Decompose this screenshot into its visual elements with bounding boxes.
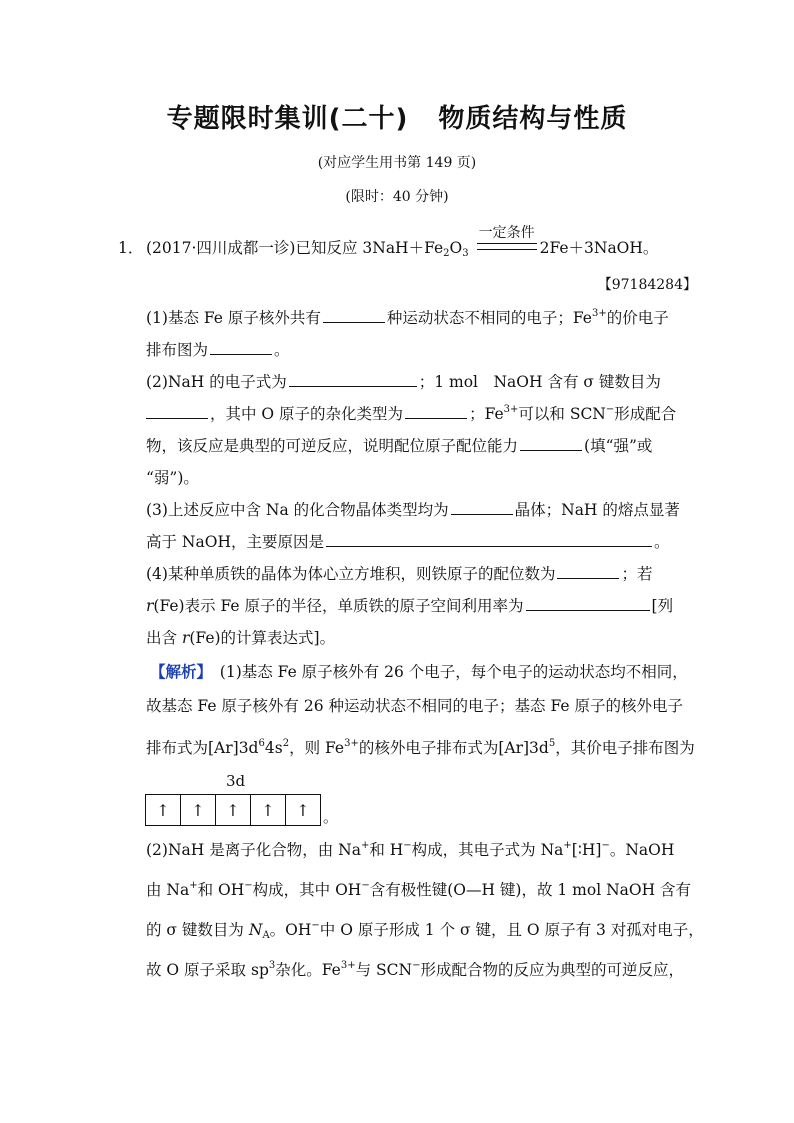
answer-blank[interactable] [405,404,467,419]
part4-line1: (4)某种单质铁的晶体为体心立方堆积，则铁原子的配位数为 ；若 [146,565,653,583]
answer-blank[interactable] [557,564,619,579]
part1-line2: 排布图为 。 [146,341,290,359]
analysis-label: 【解析】 [150,663,205,681]
title-right: 物质结构与性质 [438,104,628,134]
answer-blank[interactable] [326,532,652,547]
part1-line1: (1)基态 Fe 原子核外共有 种运动状态不相同的电子；$Fe^{3+}$的价电子 [146,308,669,327]
answer-blank[interactable] [520,436,582,451]
orbital-box [250,794,286,826]
part2-line4: “弱”)。 [146,469,199,487]
title-left: 专题限时集训(二十) [166,104,409,134]
analysis-line1: 【解析】 (1)基态 Fe 原子核外有 26 个电子，每个电子的运动状态均不相同， [150,663,688,681]
analysis-line6: 的 σ 键数目为 $N_A$。OH−中 O 原子形成 1 个 σ 键，且 O 原子有 3 对孤对电子， [146,920,704,941]
up-arrow-icon: ↑ [296,800,310,820]
analysis-line7: 故 O 原子采取 $sp^3$杂化。$Fe^{3+}$与 SCN−形成配合物的反应为典型的可逆反应， [146,960,684,979]
answer-blank[interactable] [210,340,272,355]
orbital-box [180,794,216,826]
book-page-reference: (对应学生用书第 149 页) [317,155,477,171]
document-id: 【97184284】 [597,277,697,293]
orbital-box [215,794,251,826]
answer-blank[interactable] [526,596,650,611]
part2-line2: ，其中 O 原子的杂化类型为 ；$Fe^{3+}$可以和 SCN−形成配合 [146,402,676,424]
answer-blank[interactable] [451,500,513,515]
part2-line1: (2)NaH 的电子式为 ；1 mol NaOH 含有 σ 键数目为 [146,373,661,391]
question-number: 1． [118,239,144,257]
orbital-label: 3d [226,772,246,790]
answer-blank[interactable] [323,308,385,323]
page-title [0,98,794,135]
answer-blank[interactable] [289,372,417,387]
time-limit: (限时：40 分钟) [345,189,449,205]
orbital-box [285,794,321,826]
answer-blank[interactable] [146,404,208,419]
up-arrow-icon: ↑ [226,800,240,820]
question-stem: (2017·四川成都一诊)已知反应 $3NaH+Fe_2O_3$ 一定条件 2Fe＋3NaOH。 [146,225,659,259]
analysis-line5: 由 Na+和 OH−构成，其中 OH−含有极性键(O—H 键)，故 1 mol NaOH 含有 [146,880,692,899]
up-arrow-icon: ↑ [156,800,170,820]
part3-line1: (3)上述反应中含 Na 的化合物晶体类型均为 晶体；NaH 的熔点显著 [146,501,680,519]
up-arrow-icon: ↑ [261,800,275,820]
analysis-line4: (2)NaH 是离子化合物，由 Na+和 H−构成，其电子式为 Na+[∶H]−。NaOH [146,840,675,859]
part4-line2: r(Fe)表示 Fe 原子的半径，单质铁的原子空间利用率为 [列 [146,597,674,615]
orbital-diagram [146,794,321,826]
orbital-box [145,794,181,826]
reaction-condition: 一定条件 [476,239,538,257]
part4-line3: 出含 r(Fe)的计算表达式]。 [146,629,336,647]
orbital-period: 。 [323,808,339,826]
up-arrow-icon: ↑ [191,800,205,820]
analysis-line3: 排布式为$[Ar]3d^64s^2$，则 $Fe^{3+}$的核外电子排布式为$[Ar]3d^5$，其价电子排布图为 [146,738,695,757]
part2-line3: 物，该反应是典型的可逆反应，说明配位原子配位能力 (填“强”或 [146,437,653,455]
analysis-line2: 故基态 Fe 原子核外有 26 种运动状态不相同的电子；基态 Fe 原子的核外电子 [146,697,683,715]
part3-line2: 高于 NaOH，主要原因是 。 [146,533,670,551]
